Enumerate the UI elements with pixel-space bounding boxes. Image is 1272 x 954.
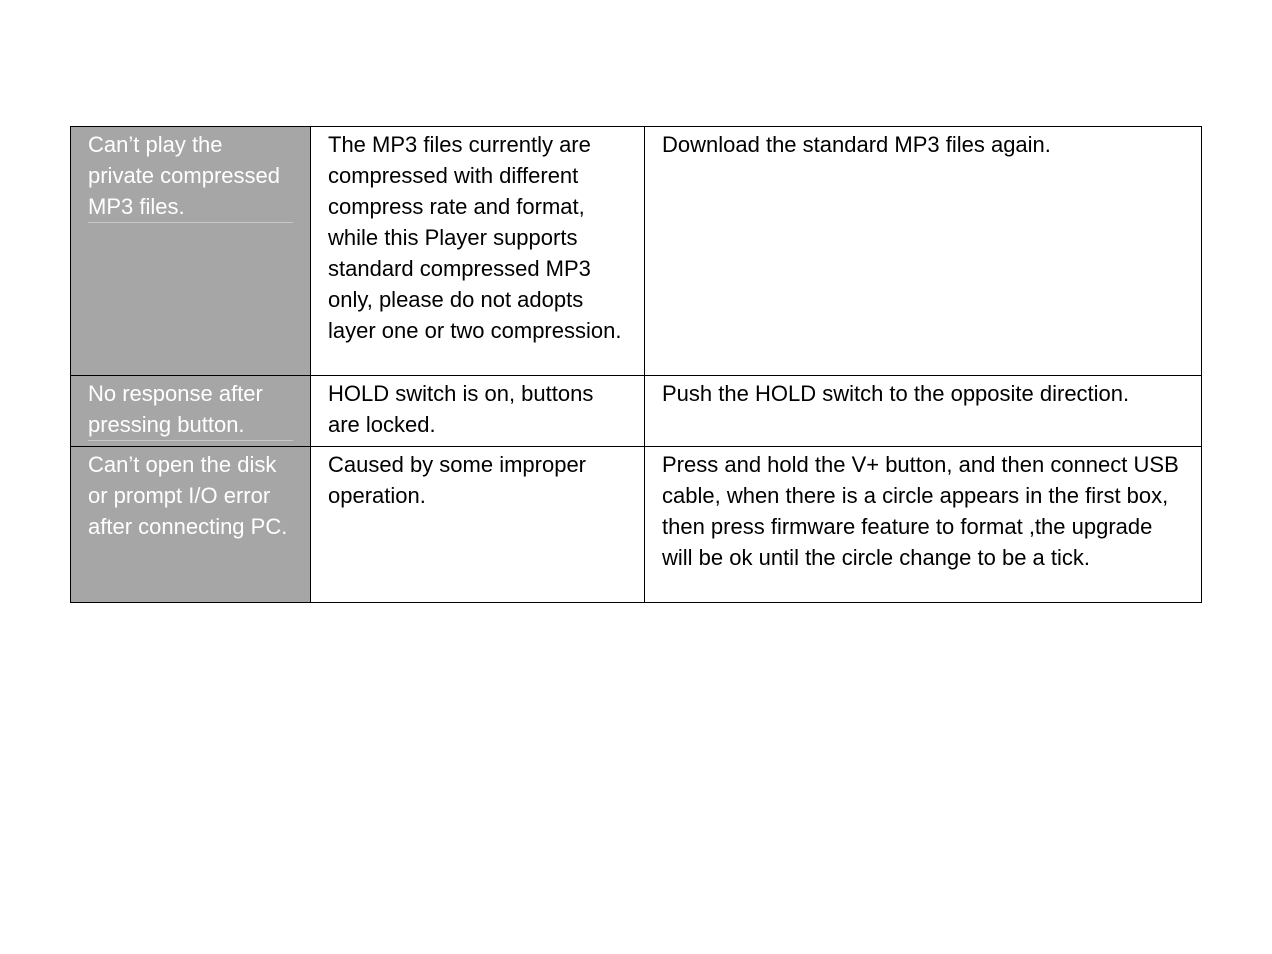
problem-cell bbox=[71, 376, 311, 447]
table-row bbox=[71, 376, 1202, 447]
solution-cell: Download the standard MP3 files again. bbox=[645, 127, 1202, 376]
problem-cell bbox=[71, 447, 311, 603]
problem-cell bbox=[71, 127, 311, 376]
divider bbox=[88, 440, 293, 441]
cause-cell: The MP3 files currently are compressed with different compress rate and format, while this Player supports standard compressed MP3 only, please do not adopts layer one or two compression. bbox=[311, 127, 645, 376]
problem-text: Can’t open the disk or prompt I/O error after connecting PC. bbox=[88, 452, 288, 539]
troubleshooting-table bbox=[70, 126, 1202, 603]
cause-cell: HOLD switch is on, buttons are locked. bbox=[311, 376, 645, 447]
solution-cell: Press and hold the V+ button, and then connect USB cable, when there is a circle appears in the first box, then press firmware feature to format ,the upgrade will be ok until the circle change to be a tick. bbox=[645, 447, 1202, 603]
cause-cell: Caused by some improper operation. bbox=[311, 447, 645, 603]
table-row bbox=[71, 447, 1202, 603]
divider bbox=[88, 222, 293, 223]
problem-text: Can’t play the private compressed MP3 files. bbox=[88, 132, 280, 219]
solution-cell: Push the HOLD switch to the opposite direction. bbox=[645, 376, 1202, 447]
problem-text: No response after pressing button. bbox=[88, 381, 263, 437]
table-row bbox=[71, 127, 1202, 376]
